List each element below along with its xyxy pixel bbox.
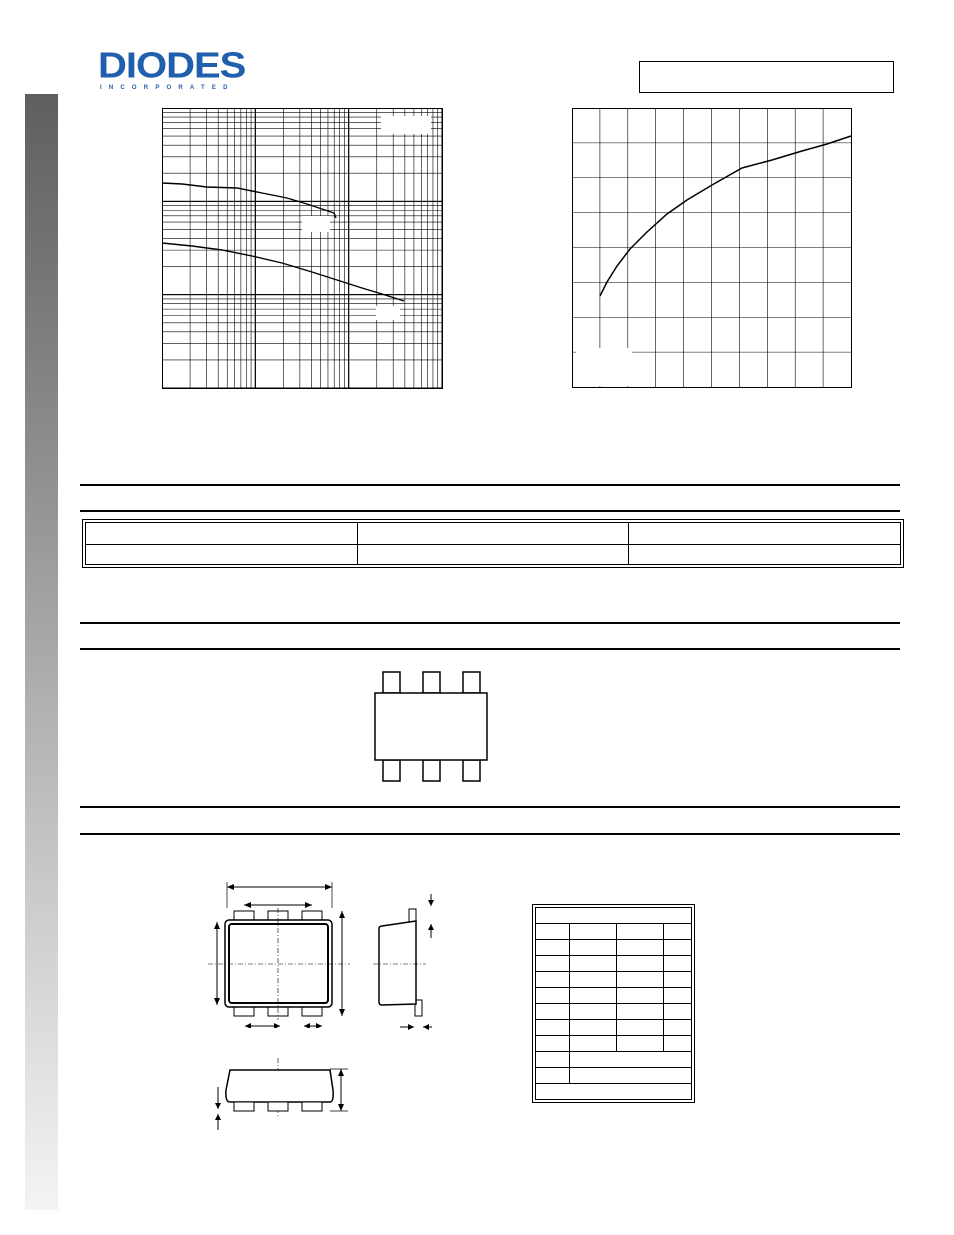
table-cell [536, 1036, 570, 1052]
table-cell [536, 924, 570, 940]
table-cell [357, 545, 629, 565]
table-cell [617, 1036, 664, 1052]
table-row [536, 924, 692, 940]
company-logo [98, 48, 270, 96]
table-cell [663, 1004, 691, 1020]
lead [463, 672, 480, 693]
table-cell [536, 1020, 570, 1036]
table-cell [663, 940, 691, 956]
package-body [375, 693, 487, 760]
chart-frame [163, 109, 443, 389]
table-cell [86, 523, 358, 545]
table-cell [536, 1084, 692, 1100]
logo-wordmark: DIODES [98, 46, 246, 86]
table-cell [663, 988, 691, 1004]
table-cell [357, 523, 629, 545]
lead [383, 672, 400, 693]
table-row [536, 940, 692, 956]
lead [234, 1102, 254, 1111]
package-body [226, 1070, 333, 1102]
side-tab-bar [25, 94, 58, 1210]
table-cell [617, 1020, 664, 1036]
table-cell [629, 545, 901, 565]
section-rule [80, 648, 900, 650]
chart-grid [572, 108, 851, 387]
table-cell [536, 956, 570, 972]
table-cell [617, 988, 664, 1004]
package-side-view [368, 892, 440, 1032]
ordering-table [82, 519, 904, 568]
marking-diagram [372, 670, 492, 784]
table-row [536, 908, 692, 924]
table-cell [570, 1020, 617, 1036]
table-row [536, 972, 692, 988]
table-cell [86, 545, 358, 565]
table-cell [663, 972, 691, 988]
table-cell [536, 1068, 570, 1084]
lead [463, 760, 480, 781]
table-row [536, 1052, 692, 1068]
table-cell [617, 1004, 664, 1020]
table-row [536, 1036, 692, 1052]
curve-label-box [302, 216, 330, 232]
table-cell [570, 1004, 617, 1020]
part-number-box [639, 61, 894, 93]
series-line [600, 136, 851, 296]
lead [302, 1102, 322, 1111]
table-row [536, 956, 692, 972]
table-row [536, 1004, 692, 1020]
log-log-chart [162, 108, 444, 389]
dimension-arrow [215, 1103, 221, 1109]
table-cell [663, 1020, 691, 1036]
lead [423, 760, 440, 781]
table-cell [570, 940, 617, 956]
section-rule [80, 833, 900, 835]
legend-box [576, 348, 632, 386]
package-body [379, 921, 416, 1005]
series-line [162, 183, 336, 218]
section-rule [80, 484, 900, 486]
table-cell [629, 523, 901, 545]
section-rule [80, 622, 900, 624]
table-cell [536, 940, 570, 956]
table-cell [617, 940, 664, 956]
table-cell [570, 1052, 692, 1068]
dimension-arrow [428, 900, 434, 906]
table-row [536, 988, 692, 1004]
table-row [536, 1068, 692, 1084]
lead [423, 672, 440, 693]
table-cell [536, 1052, 570, 1068]
table-row [536, 1020, 692, 1036]
table-cell [663, 956, 691, 972]
table-cell [617, 924, 664, 940]
table-cell [617, 972, 664, 988]
package-front-view [208, 1058, 358, 1132]
table-cell [570, 924, 617, 940]
table-cell [536, 908, 692, 924]
table-cell [536, 1004, 570, 1020]
table-cell [570, 956, 617, 972]
series-line [162, 243, 404, 301]
table-cell [570, 988, 617, 1004]
legend-box [381, 116, 431, 134]
dimension-arrow [215, 1114, 221, 1120]
logo-tagline: INCORPORATED [100, 85, 235, 91]
lead [268, 1102, 288, 1111]
table-cell [536, 972, 570, 988]
table-cell [570, 1068, 692, 1084]
package-body [225, 920, 332, 1007]
table-row [86, 523, 901, 545]
table-cell [663, 924, 691, 940]
dimension-arrow [423, 1024, 429, 1030]
lead [383, 760, 400, 781]
curve-label-box [376, 306, 400, 320]
table-row [86, 545, 901, 565]
table-cell [570, 972, 617, 988]
linear-chart [572, 108, 853, 389]
chart-frame [573, 109, 852, 388]
dimension-arrow [428, 924, 434, 930]
section-rule [80, 510, 900, 512]
table-cell [570, 1036, 617, 1052]
table-cell [617, 956, 664, 972]
section-rule [80, 806, 900, 808]
table-row [536, 1084, 692, 1100]
package-top-view [200, 878, 360, 1028]
dimensions-table [532, 904, 695, 1103]
dimension-arrow [408, 1024, 414, 1030]
table-cell [663, 1036, 691, 1052]
table-cell [536, 988, 570, 1004]
